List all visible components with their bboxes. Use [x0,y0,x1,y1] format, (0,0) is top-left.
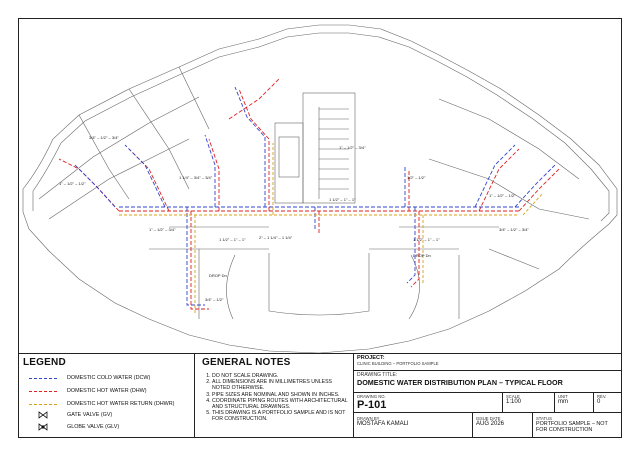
note-item: 4. COORDINATE PIPING ROUTES WITH ARCHITECTURAL AND STRUCTURAL DRAWINGS. [212,398,350,410]
svg-text:1 1/2" – 1" – 1": 1 1/2" – 1" – 1" [219,237,246,242]
status-value: PORTFOLIO SAMPLE – NOT FOR CONSTRUCTION [536,421,608,433]
legend-panel [23,357,193,368]
svg-text:3/4" – 1/2" – 3/4": 3/4" – 1/2" – 3/4" [89,135,119,140]
legend-item-dhwr [29,399,174,409]
building-outline-inner [33,33,609,221]
project-name: CLINIC BUILDING – PORTFOLIO SAMPLE [357,361,439,366]
drawing-no: P-101 [357,399,387,411]
legend-label: DOMESTIC HOT WATER (DHW) [67,388,147,394]
svg-text:1" – 1/2" – 1/2": 1" – 1/2" – 1/2" [489,193,516,198]
drawing-title-label: DRAWING TITLE: [357,372,398,378]
drawn-by-value: MOSTAFA KAMALI [357,421,409,427]
rev-label: REV. [597,394,607,399]
issue-date-cell [476,416,526,427]
rev-value: 0 [597,399,601,405]
drawing-title-block [357,372,619,387]
svg-text:1 1/2" – 1" – 1": 1 1/2" – 1" – 1" [329,197,356,202]
svg-text:1 1/2" – 1" – 1": 1 1/2" – 1" – 1" [413,237,440,242]
svg-text:DROP Dn: DROP Dn [209,273,227,278]
title-block [19,353,621,438]
dhwr-line-symbol [29,404,57,405]
dcw-line-symbol [29,378,57,379]
notes-list [202,373,350,423]
floor-plan [19,19,621,353]
drawn-by-label: DRAWN BY [357,416,380,421]
legend-label: DOMESTIC COLD WATER (DCW) [67,375,151,381]
svg-text:DROP Dn: DROP Dn [413,253,431,258]
svg-text:3/4" – 1/2": 3/4" – 1/2" [205,297,224,302]
legend-item-gate-valve [29,410,112,420]
project-info [357,355,619,366]
note-item: 5. THIS DRAWING IS A PORTFOLIO SAMPLE AND IS NOT FOR CONSTRUCTION. [212,410,350,422]
issue-date-value: AUG 2026 [476,421,505,427]
svg-text:1 1/4" – 3/4" – 3/4": 1 1/4" – 3/4" – 3/4" [179,175,213,180]
drawing-no-label: DRAWING NO. [357,394,386,399]
note-item: 1. DO NOT SCALE DRAWING. [212,373,350,379]
scale-value: 1:100 [506,399,522,405]
legend-label: DOMESTIC HOT WATER RETURN (DHWR) [67,401,175,407]
svg-text:1" – 1/2" – 3/4": 1" – 1/2" – 3/4" [339,145,366,150]
status-label: STATUS [536,416,552,421]
legend-heading: LEGEND [23,357,66,368]
legend-item-dcw [29,373,150,383]
drawing-title: DOMESTIC WATER DISTRIBUTION PLAN – TYPICAL FLOOR [357,378,563,387]
svg-text:1/2" – 1/2": 1/2" – 1/2" [407,175,426,180]
svg-text:3/4" – 1/2" – 3/4": 3/4" – 1/2" – 3/4" [499,227,529,232]
unit-label: UNIT [558,394,568,399]
drawn-by-cell [357,416,457,427]
drawing-no-cell [357,394,447,411]
svg-text:2" – 1 1/4" – 1 1/4": 2" – 1 1/4" – 1 1/4" [259,235,293,240]
globe-valve-icon [29,423,57,431]
scale-label: SCALE [506,394,520,399]
issue-date-label: ISSUE DATE [476,416,501,421]
dhw-line-symbol [29,391,57,392]
legend-label: GATE VALVE (GV) [67,412,113,418]
legend-item-dhw [29,386,147,396]
status-cell [536,416,620,433]
general-notes-panel [202,357,350,423]
note-item: 3. PIPE SIZES ARE NOMINAL AND SHOWN IN INCHES. [212,392,350,398]
legend-label: GLOBE VALVE (GLV) [67,424,120,430]
svg-text:1" – 1/2" – 1/2": 1" – 1/2" – 1/2" [59,181,86,186]
rev-cell [597,394,619,405]
gate-valve-icon [29,411,57,419]
legend-item-globe-valve [29,422,119,432]
svg-text:1" – 1/2" – 3/4": 1" – 1/2" – 3/4" [149,227,176,232]
unit-value: mm [558,399,568,405]
scale-cell [506,394,546,405]
notes-heading: GENERAL NOTES [202,357,291,368]
note-item: 2. ALL DIMENSIONS ARE IN MILLIMETRES UNLESS NOTED OTHERWISE. [212,379,350,391]
project-label: PROJECT: [357,355,385,361]
unit-cell [558,394,588,405]
